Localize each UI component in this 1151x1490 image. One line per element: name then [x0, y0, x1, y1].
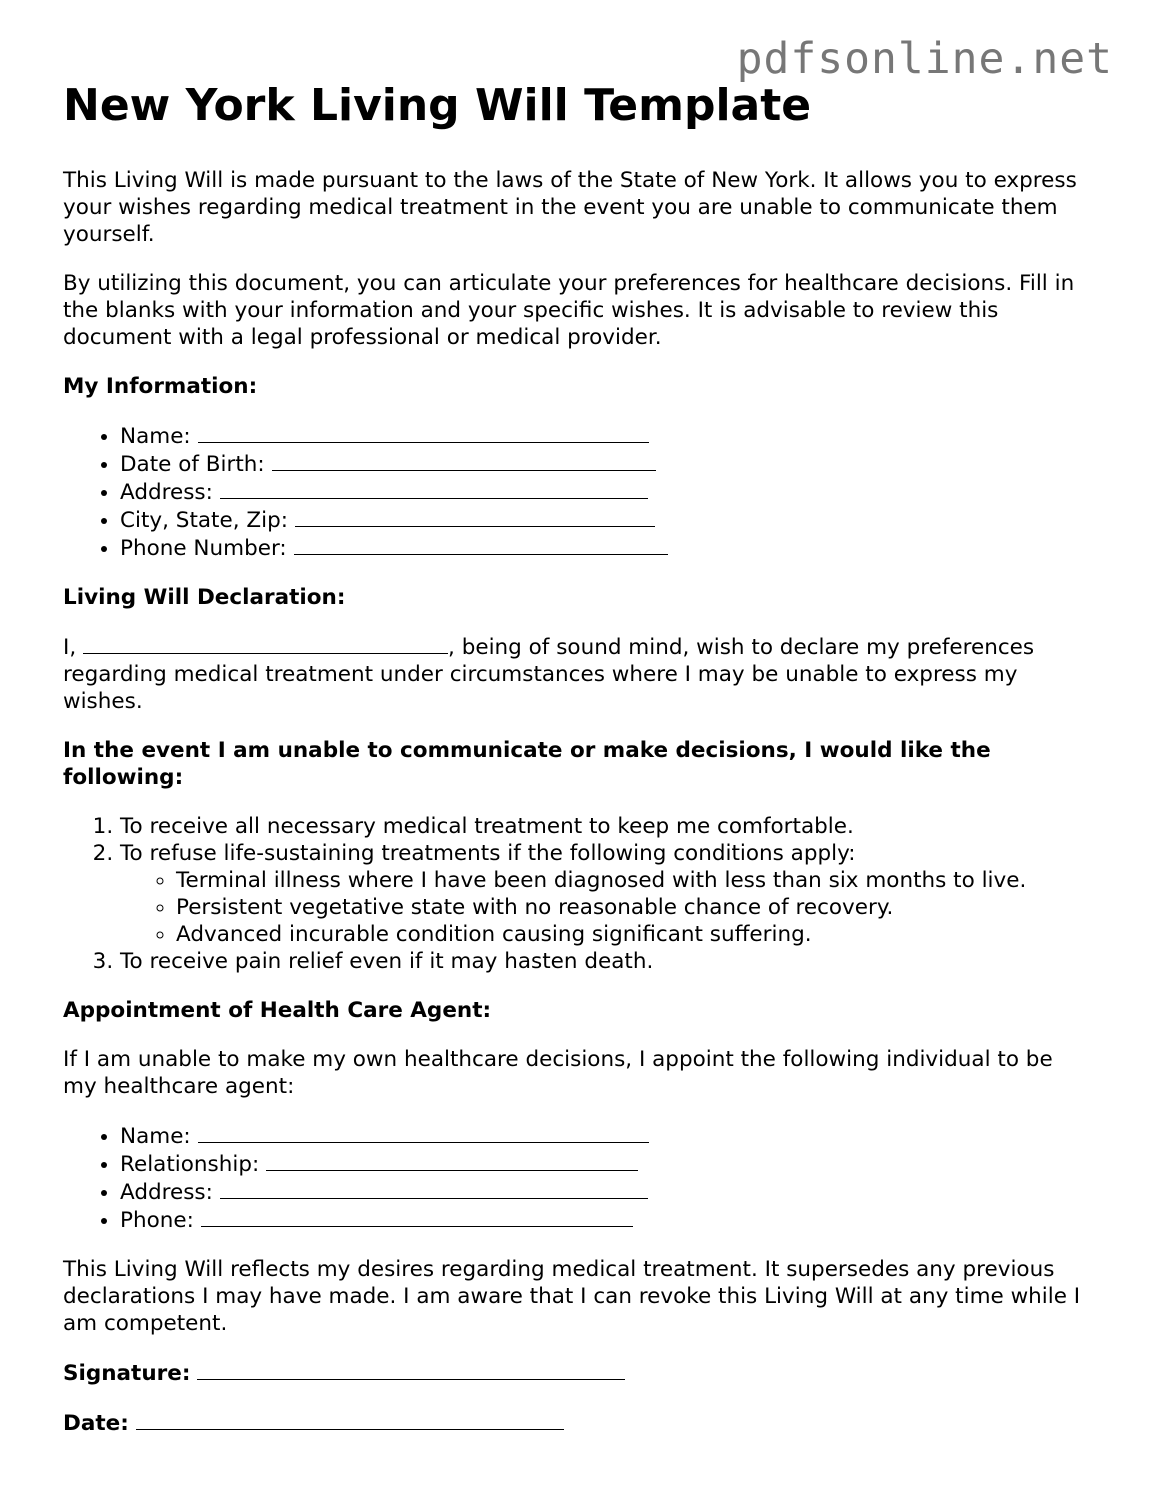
condition-item: ◦ Terminal illness where I have been diagnosed with less than six months to live.	[176, 867, 1083, 894]
agent-phone: • Phone:	[120, 1206, 1083, 1234]
agent-relationship: • Relationship:	[120, 1150, 1083, 1178]
document-page	[63, 80, 1083, 1459]
agent-paragraph: If I am unable to make my own healthcare decisions, I appoint the following individual to be my healthcare agent:	[63, 1046, 1053, 1099]
signature-blank[interactable]	[197, 1359, 625, 1380]
wish-item: 3. To receive pain relief even if it may hasten death.	[120, 948, 1083, 975]
name-blank[interactable]	[198, 422, 649, 443]
my-info-heading: My Information:	[63, 373, 258, 399]
wishes-list	[63, 813, 1083, 975]
intro-paragraph-2: By utilizing this document, you can articulate your preferences for healthcare decisions. Fill in the blanks with your information and your specific wishes. It is advisable to review this document with a legal professional or medical provider.	[63, 270, 1075, 350]
agent-relationship-blank[interactable]	[266, 1150, 638, 1171]
my-info-city: • City, State, Zip:	[120, 506, 1083, 534]
agent-address: • Address:	[120, 1178, 1083, 1206]
date-blank[interactable]	[136, 1409, 564, 1430]
agent-phone-blank[interactable]	[201, 1206, 633, 1227]
agent-name-blank[interactable]	[198, 1122, 649, 1143]
date-label: Date:	[63, 1410, 129, 1436]
event-heading: In the event I am unable to communicate or make decisions, I would like the following:	[63, 737, 991, 790]
declaration-heading: Living Will Declaration:	[63, 584, 346, 610]
agent-list	[63, 1122, 1083, 1234]
signature-label: Signature:	[63, 1360, 191, 1386]
wish-item: 2. To refuse life-sustaining treatments if the following conditions apply: ◦ Terminal illness where I have been diagnosed with less than six months to live. ◦ Persistent vegetative state with no reasonable chance of recovery. ◦ Advanced incurable condition causing significant suffering.	[120, 840, 1083, 948]
condition-item: ◦ Persistent vegetative state with no reasonable chance of recovery.	[176, 894, 1083, 921]
my-info-list	[63, 422, 1083, 562]
dob-blank[interactable]	[272, 450, 656, 471]
signature-row	[63, 1359, 1083, 1387]
my-info-name: • Name:	[120, 422, 1083, 450]
agent-heading: Appointment of Health Care Agent:	[63, 997, 492, 1023]
my-info-dob: • Date of Birth:	[120, 450, 1083, 478]
agent-name: • Name:	[120, 1122, 1083, 1150]
date-row	[63, 1409, 1083, 1437]
my-info-address: • Address:	[120, 478, 1083, 506]
intro-paragraph-1: This Living Will is made pursuant to the laws of the State of New York. It allows you to express your wishes regarding medical treatment in the event you are unable to communicate them yourself.	[63, 167, 1077, 247]
document-title: New York Living Will Template	[63, 80, 812, 131]
condition-item: ◦ Advanced incurable condition causing significant suffering.	[176, 921, 1083, 948]
address-blank[interactable]	[220, 478, 648, 499]
conditions-list	[120, 867, 1083, 948]
declarant-name-blank[interactable]	[83, 633, 448, 654]
closing-paragraph: This Living Will reflects my desires regarding medical treatment. It supersedes any previous declarations I may have made. I am aware that I can revoke this Living Will at any time while I am competent.	[63, 1256, 1081, 1336]
declaration-paragraph: I, , being of sound mind, wish to declare my preferences regarding medical treatment under circumstances where I may be unable to express my wishes.	[63, 634, 1035, 714]
phone-blank[interactable]	[294, 534, 668, 555]
wish-item: 1. To receive all necessary medical treatment to keep me comfortable.	[120, 813, 1083, 840]
watermark: pdfsonline.net	[736, 34, 1113, 84]
my-info-phone: • Phone Number:	[120, 534, 1083, 562]
city-state-zip-blank[interactable]	[295, 506, 655, 527]
agent-address-blank[interactable]	[220, 1178, 648, 1199]
